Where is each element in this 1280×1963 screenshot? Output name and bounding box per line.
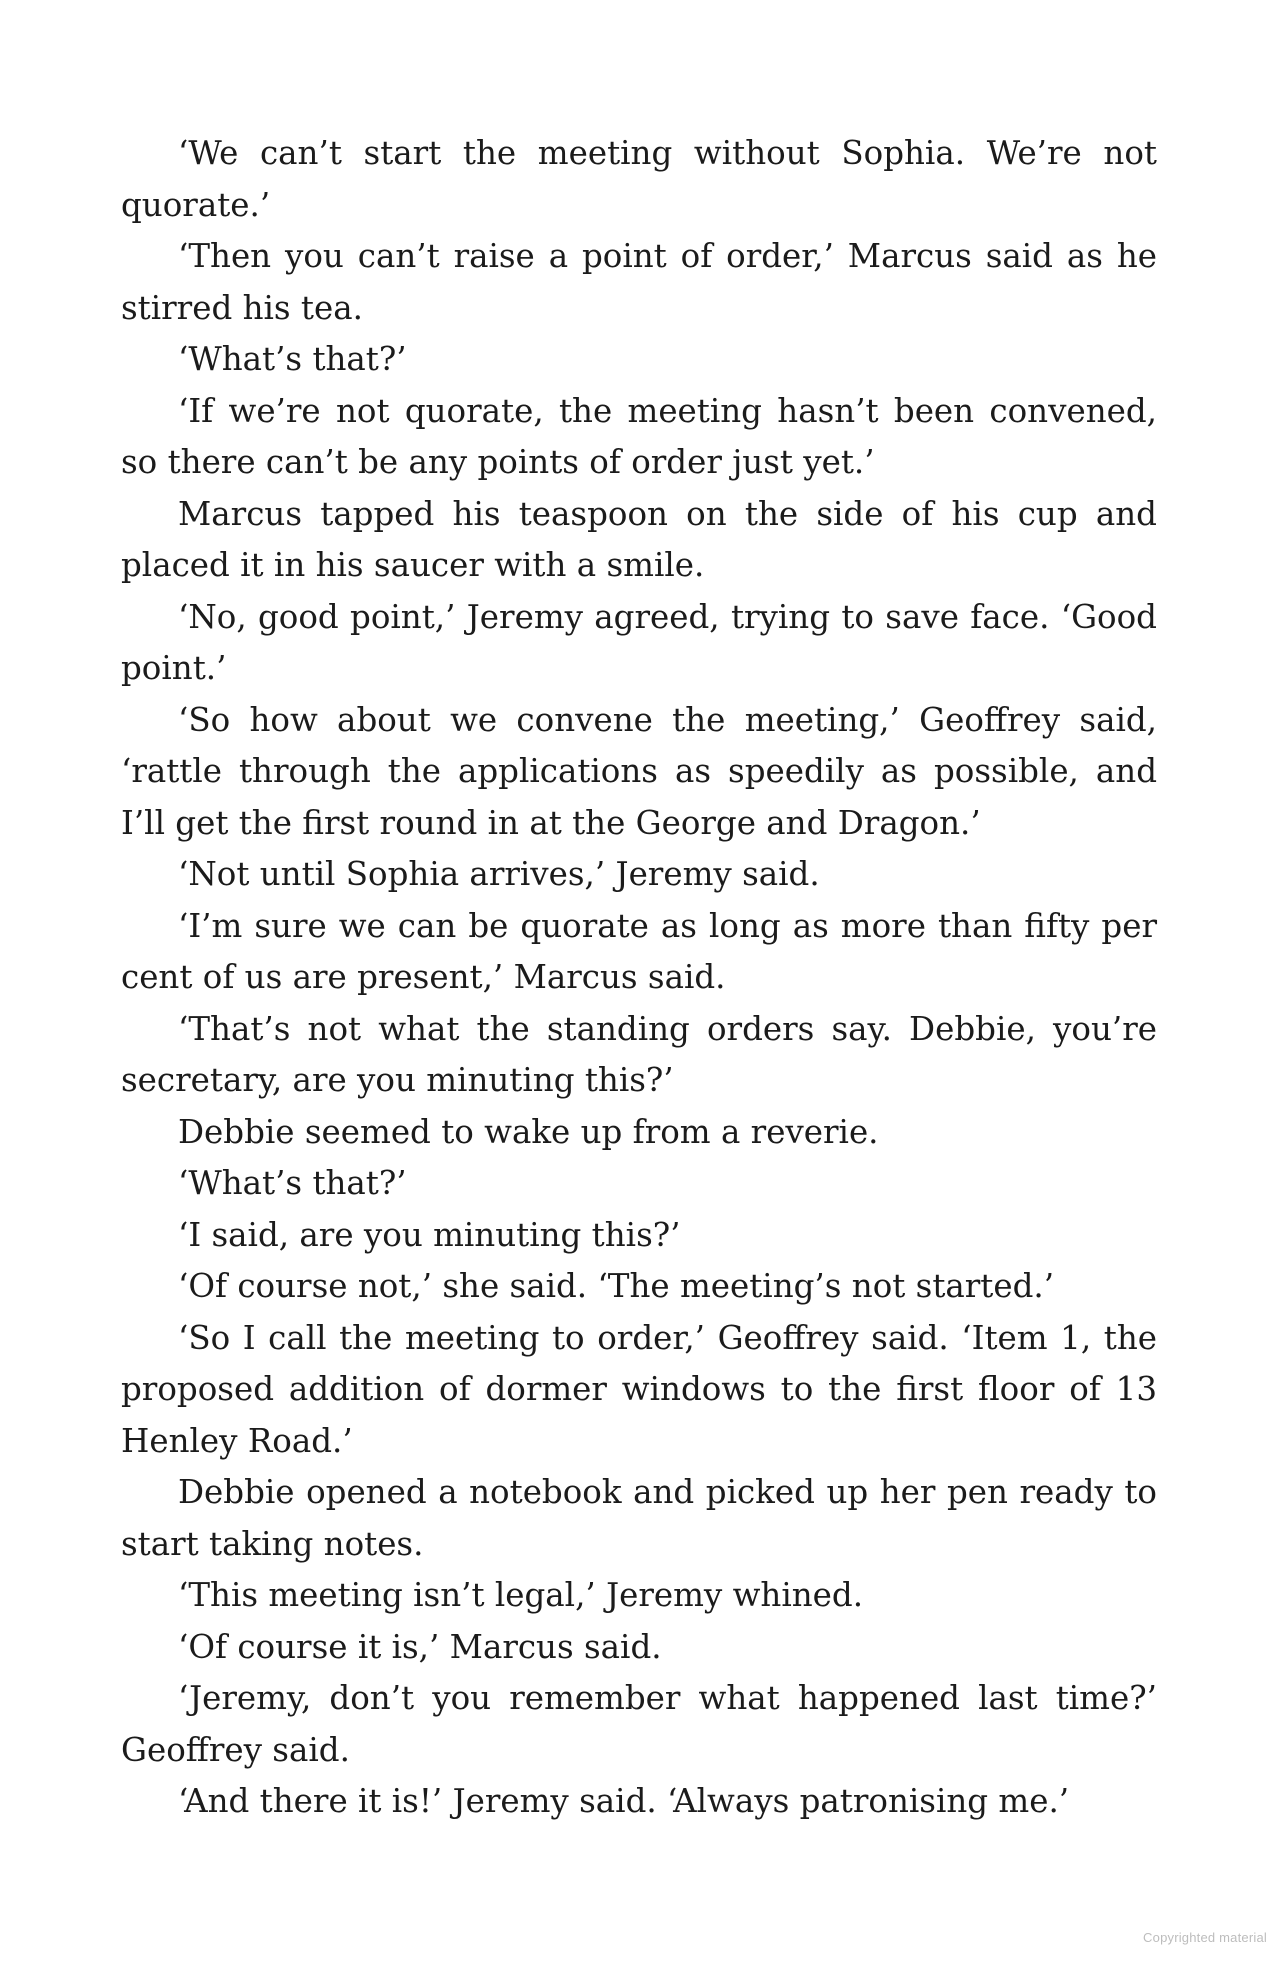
paragraph: ‘And there it is!’ Jeremy said. ‘Always patronising me.’ <box>178 1782 1070 1820</box>
paragraph: ‘I’m sure we can be quorate as long as more than fifty per cent of us are present,’ Marcus said. <box>121 906 1157 996</box>
copyright-watermark: Copyrighted material <box>1143 1930 1267 1945</box>
paragraph: ‘Jeremy, don’t you remember what happened last time?’ Geoffrey said. <box>121 1679 1157 1769</box>
paragraph: ‘Of course it is,’ Marcus said. <box>178 1627 662 1666</box>
paragraph: ‘Then you can’t raise a point of order,’ Marcus said as he stirred his tea. <box>121 237 1157 327</box>
paragraph: ‘So how about we convene the meeting,’ Geoffrey said, ‘rattle through the applications as speedily as possible, and I’ll get the first round in at the George and Dragon.’ <box>121 700 1157 842</box>
paragraph: ‘We can’t start the meeting without Sophia. We’re not quorate.’ <box>121 134 1157 224</box>
paragraph: ‘What’s that?’ <box>178 1164 407 1202</box>
paragraph: ‘Of course not,’ she said. ‘The meeting’s not started.’ <box>178 1267 1055 1305</box>
paragraph: ‘If we’re not quorate, the meeting hasn’t been convened, so there can’t be any points of order just yet.’ <box>121 391 1157 481</box>
paragraph: ‘So I call the meeting to order,’ Geoffrey said. ‘Item 1, the proposed addition of dormer windows to the first floor of 13 Henley Road.’ <box>121 1318 1157 1460</box>
paragraph: ‘No, good point,’ Jeremy agreed, trying to save face. ‘Good point.’ <box>121 597 1157 687</box>
book-page-text <box>121 128 1157 1828</box>
paragraph: Marcus tapped his teaspoon on the side of his cup and placed it in his saucer with a smile. <box>121 494 1157 584</box>
paragraph: ‘That’s not what the standing orders say. Debbie, you’re secretary, are you minuting this?’ <box>121 1009 1157 1099</box>
paragraph: ‘Not until Sophia arrives,’ Jeremy said. <box>178 855 820 893</box>
paragraph: ‘What’s that?’ <box>178 340 407 378</box>
paragraph: ‘I said, are you minuting this?’ <box>178 1215 681 1254</box>
paragraph: ‘This meeting isn’t legal,’ Jeremy whined. <box>178 1576 864 1614</box>
paragraph: Debbie opened a notebook and picked up her pen ready to start taking notes. <box>121 1473 1157 1563</box>
paragraph: Debbie seemed to wake up from a reverie. <box>178 1112 879 1151</box>
